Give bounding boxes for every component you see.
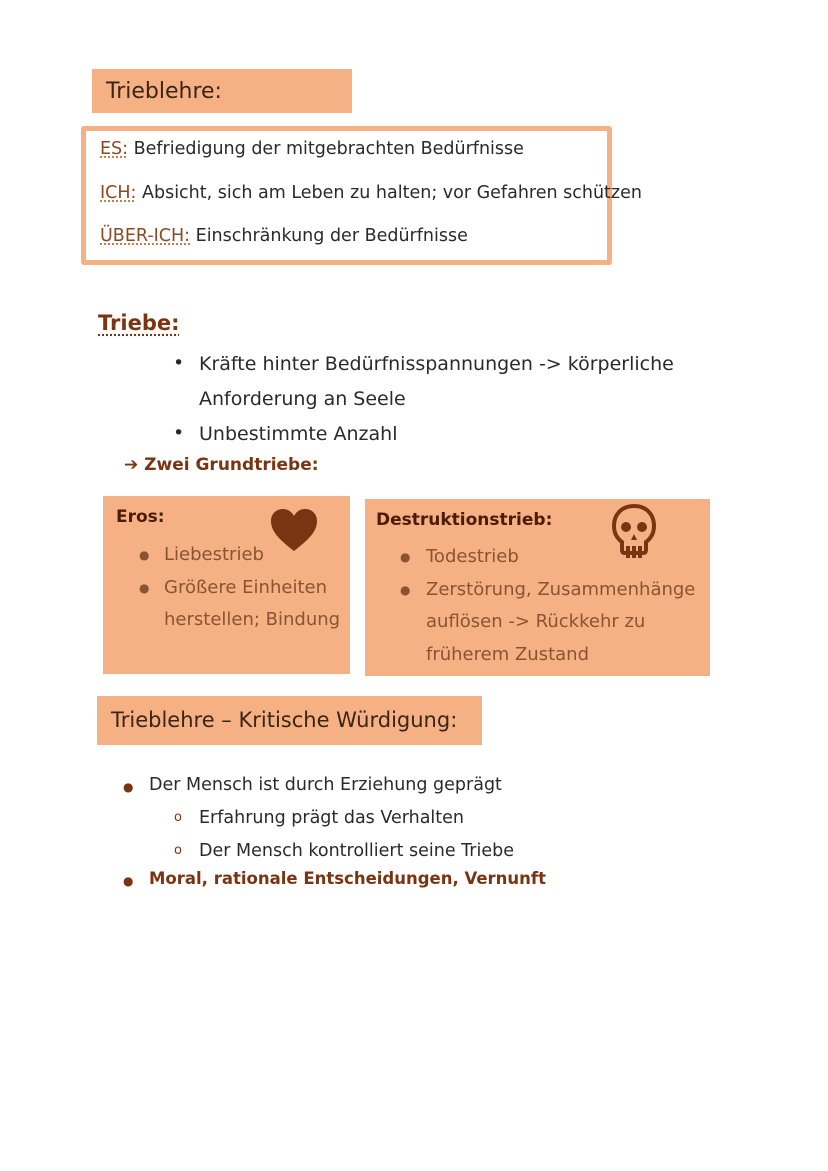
bullet-dot: ● bbox=[123, 874, 134, 888]
critique-main: Der Mensch ist durch Erziehung geprägt bbox=[149, 775, 502, 795]
eros-title: Eros: bbox=[116, 507, 165, 527]
section-heading-trieblehre: Trieblehre: bbox=[92, 69, 352, 113]
triebe-heading: Triebe: bbox=[98, 311, 180, 335]
eros-item: Größere Einheiten bbox=[164, 577, 327, 598]
grundtriebe-label: Zwei Grundtriebe: bbox=[144, 455, 319, 475]
destruktionstrieb-title: Destruktionstrieb: bbox=[376, 510, 553, 530]
eros-item: Liebestrieb bbox=[164, 544, 264, 565]
critique-sub-item: Erfahrung prägt das Verhalten bbox=[199, 808, 465, 828]
bullet-dot: • bbox=[173, 352, 185, 374]
bullet-dot: • bbox=[173, 422, 185, 444]
grundtriebe-line bbox=[124, 455, 319, 475]
definition-text: Befriedigung der mitgebrachten Bedürfnisse bbox=[128, 139, 524, 159]
triebe-bullet-2: Unbestimmte Anzahl bbox=[199, 423, 398, 445]
arrow-icon: ➔ bbox=[124, 455, 139, 475]
definition-es bbox=[100, 139, 524, 159]
eros-card bbox=[103, 496, 350, 674]
triebe-bullet-1: Kräfte hinter Bedürfnisspannungen -> körperliche bbox=[199, 353, 674, 375]
skull-icon bbox=[611, 504, 657, 560]
eros-item: herstellen; Bindung bbox=[164, 609, 341, 630]
destruktionstrieb-card bbox=[365, 499, 710, 676]
definitions-box bbox=[81, 126, 642, 265]
destruktionstrieb-item: Todestrieb bbox=[426, 546, 519, 567]
destruktionstrieb-item: früherem Zustand bbox=[426, 644, 590, 665]
bullet-dot: ● bbox=[123, 780, 134, 794]
definition-key: ES: bbox=[100, 139, 129, 159]
section-heading-kritische-wuerdigung: Trieblehre – Kritische Würdigung: bbox=[97, 696, 482, 745]
sub-bullet-circle: o bbox=[174, 843, 182, 858]
critique-bold: Moral, rationale Entscheidungen, Vernunft bbox=[149, 869, 546, 888]
definition-text: Absicht, sich am Leben zu halten; vor Gefahren schützen bbox=[136, 183, 642, 203]
destruktionstrieb-item: Zerstörung, Zusammenhänge bbox=[426, 579, 696, 600]
bullet-dot: ● bbox=[139, 548, 150, 562]
heart-icon bbox=[270, 508, 318, 552]
bullet-dot: ● bbox=[400, 550, 411, 564]
definition-key: ÜBER-ICH: bbox=[100, 226, 191, 246]
sub-bullet-circle: o bbox=[174, 810, 182, 825]
definition-text: Einschränkung der Bedürfnisse bbox=[190, 226, 468, 246]
definition-ich bbox=[100, 183, 642, 203]
triebe-bullet-1-continued: Anforderung an Seele bbox=[199, 388, 406, 410]
critique-sub-item: Der Mensch kontrolliert seine Triebe bbox=[199, 841, 514, 861]
definition-ueber-ich bbox=[100, 226, 468, 246]
destruktionstrieb-item: auflösen -> Rückkehr zu bbox=[426, 611, 646, 632]
bullet-dot: ● bbox=[139, 581, 150, 595]
bullet-dot: ● bbox=[400, 583, 411, 597]
definition-key: ICH: bbox=[100, 183, 137, 203]
